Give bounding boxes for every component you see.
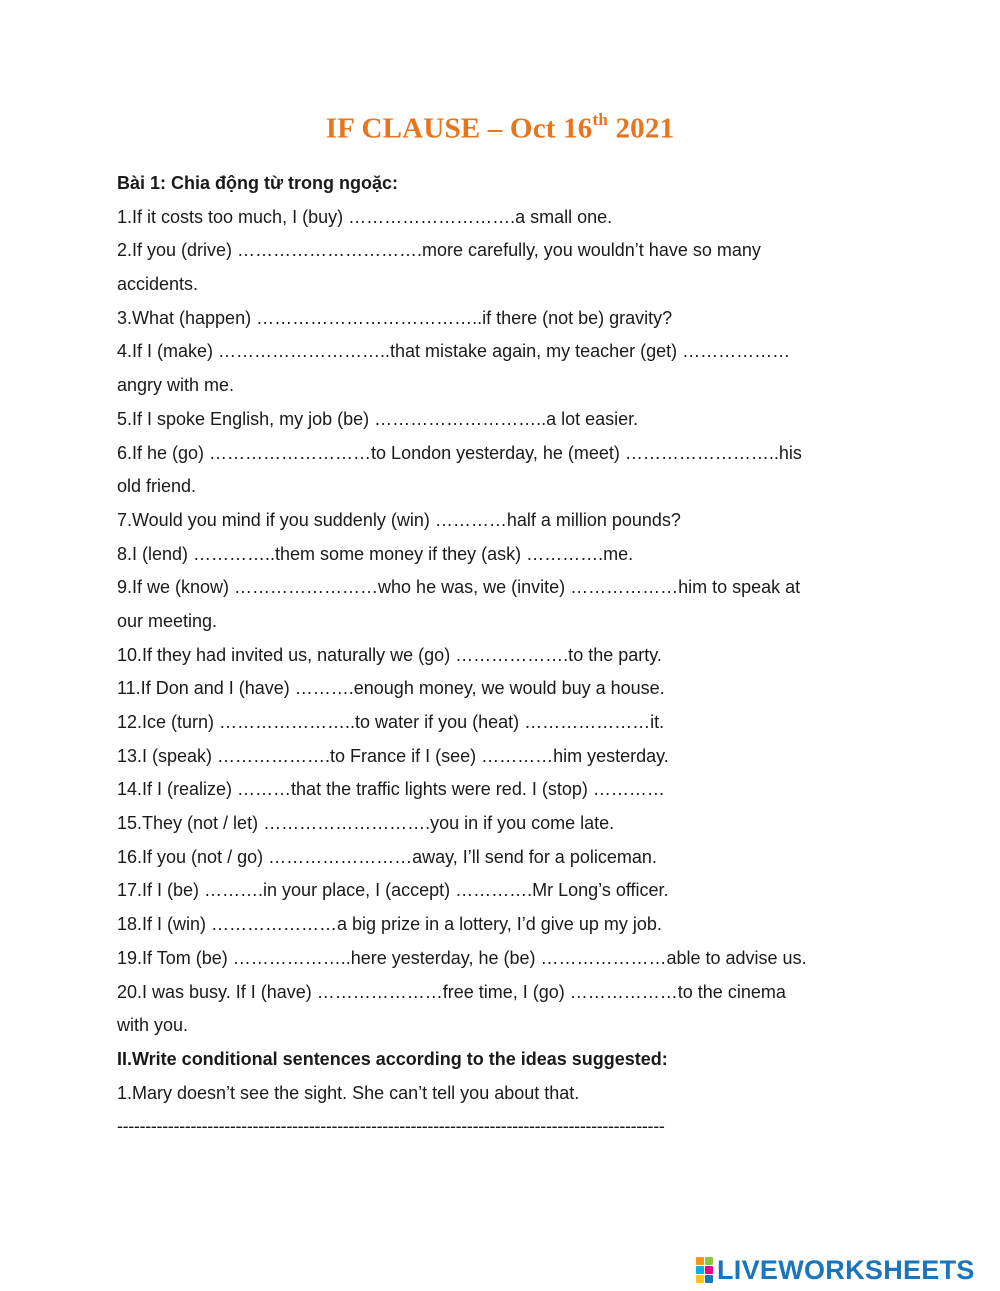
section2-heading: II.Write conditional sentences according to the ideas suggested: — [117, 1048, 668, 1069]
exercise-line: 15.They (not / let) ……………………….you in if you come late. — [117, 813, 615, 834]
exercise-line: 20.I was busy. If I (have) …………………free time, I (go) ………………to the cinema — [117, 981, 786, 1002]
exercise-line: old friend. — [117, 476, 197, 497]
exercise-line: 11.If Don and I (have) ……….enough money, we would buy a house. — [117, 678, 665, 699]
exercise-line: our meeting. — [117, 610, 218, 631]
exercise-line: angry with me. — [117, 375, 235, 396]
exercise-line: 2.If you (drive) ………………………….more carefully, you wouldn’t have so many — [117, 240, 761, 261]
exercise-line: 12.Ice (turn) …………………..to water if you (heat) …………………it. — [117, 712, 665, 732]
exercise-line: 14.If I (realize) ………that the traffic lights were red. I (stop) ………… — [117, 779, 665, 800]
exercise-line: 7.Would you mind if you suddenly (win) …………half a million pounds? — [117, 509, 681, 530]
exercise-line: 5.If I spoke English, my job (be) ………………………..a lot easier. — [117, 408, 639, 429]
exercise-line: 13.I (speak) ……………….to France if I (see) …………him yesterday. — [117, 745, 669, 766]
exercise-line: 6.If he (go) ………………………to London yesterday, he (meet) ……………………..his — [117, 442, 802, 463]
exercise-line: 9.If we (know) ……………………who he was, we (invite) ………………him to speak at — [117, 577, 801, 598]
exercise-line: 17.If I (be) ……….in your place, I (accept) ………….Mr Long’s officer. — [117, 880, 669, 901]
exercise-line: 10.If they had invited us, naturally we (go) ……………….to the party. — [117, 644, 662, 665]
section2-exercise-list — [117, 1077, 887, 1111]
exercise-line: 8.I (lend) …………..them some money if they (ask) ………….me. — [117, 543, 634, 564]
section1-heading: Bài 1: Chia động từ trong ngoặc: — [117, 173, 399, 193]
title-superscript: th — [592, 110, 609, 129]
exercise-line: with you. — [117, 1015, 189, 1036]
exercise-line: 18.If I (win) …………………a big prize in a lottery, I’d give up my job. — [117, 914, 662, 935]
worksheet-content — [117, 167, 887, 1144]
title-main: IF CLAUSE – Oct 16 — [325, 112, 593, 145]
exercise-line: 4.If I (make) ………………………..that mistake again, my teacher (get) ……………… — [117, 341, 791, 362]
answer-line[interactable]: ------------------------------------------------------------------------------------------------- — [117, 1116, 665, 1137]
page-title — [0, 112, 1000, 146]
brand-name: LIVEWORKSHEETS — [717, 1254, 975, 1285]
exercise-line: 16.If you (not / go) ……………………away, I’ll send for a policeman. — [117, 846, 657, 867]
brand-logo — [696, 1255, 975, 1285]
section1-exercise-list — [117, 201, 887, 1043]
exercise-line: accidents. — [117, 274, 199, 295]
exercise-line: 19.If Tom (be) ………………..here yesterday, he (be) …………………able to advise us. — [117, 947, 807, 968]
exercise-line: 1.Mary doesn’t see the sight. She can’t tell you about that. — [117, 1082, 580, 1103]
liveworksheets-logo-icon — [696, 1257, 713, 1283]
exercise-line: 3.What (happen) ………………………………..if there (not be) gravity? — [117, 307, 673, 328]
title-year: 2021 — [608, 112, 675, 145]
exercise-line: 1.If it costs too much, I (buy) ……………………….a small one. — [117, 206, 613, 227]
